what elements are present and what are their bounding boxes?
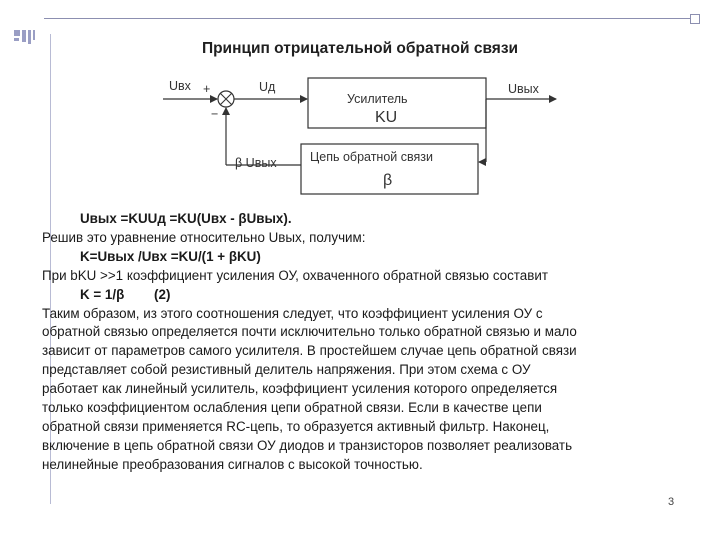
text-line: При bKU >>1 коэффициент усиления ОУ, охваченного обратной связью составит bbox=[42, 267, 548, 283]
paragraph-line: Таким образом, из этого соотношения следует, что коэффициент усиления ОУ с bbox=[42, 305, 543, 321]
paragraph-line: зависит от параметров самого усилителя. В простейшем случае цепь обратной связи bbox=[42, 343, 577, 359]
feedback-label: Цепь обратной связи bbox=[310, 150, 433, 164]
top-rule-end-square bbox=[690, 14, 700, 24]
output-voltage-label: Uвых bbox=[508, 82, 539, 96]
slide-title: Принцип отрицательной обратной связи bbox=[201, 40, 519, 57]
equation-3: K = 1/β (2) bbox=[80, 286, 171, 302]
paragraph-line: обратной связи применяется RC-цепь, то образуется активный фильтр. Наконец, bbox=[42, 418, 550, 434]
diagram-lines bbox=[163, 70, 558, 200]
amplifier-gain: KU bbox=[375, 109, 398, 126]
feedback-gain: β bbox=[383, 172, 393, 189]
equation-1: Uвых =KUUд =KU(Uвх - βUвых). bbox=[80, 211, 292, 226]
feedback-block-diagram bbox=[163, 70, 558, 200]
feedback-signal-label: β Uвых bbox=[235, 156, 277, 170]
input-voltage-label: Uвх bbox=[169, 79, 191, 93]
plus-sign: + bbox=[203, 82, 211, 96]
top-rule bbox=[44, 18, 694, 19]
paragraph-line: нелинейные преобразования сигналов с высокой точностью. bbox=[42, 456, 423, 472]
paragraph-line: представляет собой резистивный делитель напряжения. При этом схема с ОУ bbox=[42, 362, 531, 378]
paragraph-line: только коэффициентом ослабления цепи обратной связи. Если в качестве цепи bbox=[42, 400, 542, 416]
body-text bbox=[42, 210, 692, 475]
amplifier-label: Усилитель bbox=[347, 92, 408, 106]
minus-sign: − bbox=[211, 107, 219, 121]
paragraph-line: работает как линейный усилитель, коэффициент усиления которого определяется bbox=[42, 381, 558, 397]
equation-2: K=Uвых /Uвх =KU/(1 + βKU) bbox=[80, 248, 261, 264]
page-number: 3 bbox=[668, 496, 675, 508]
differential-voltage-label: Uд bbox=[259, 80, 276, 94]
paragraph-line: включение в цепь обратной связи ОУ диодов и транзисторов позволяет реализовать bbox=[42, 437, 573, 453]
text-line: Решив это уравнение относительно Uвых, получим: bbox=[42, 229, 366, 245]
paragraph-line: обратной связью определяется почти исключительно только обратной связью и мало bbox=[42, 324, 577, 340]
